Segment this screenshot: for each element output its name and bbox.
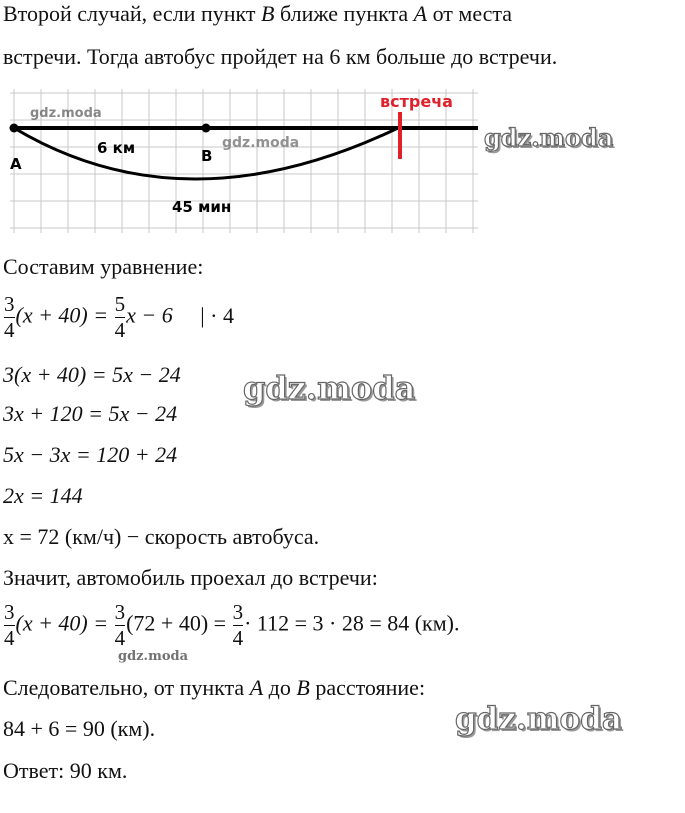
watermark-diagram-2: gdz.moda — [222, 135, 300, 151]
equation-4: 5x − 3x = 120 + 24 — [3, 442, 178, 467]
label-b: B — [201, 147, 213, 165]
point-b — [202, 124, 211, 133]
equation-1: $\frac{3}{4}$ (x + 40) = $\frac{5}{4}$ x − 6 | · 4 — [4, 292, 234, 342]
watermark-2: gdz.moda — [243, 369, 416, 407]
equation-5: 2x = 144 — [3, 483, 83, 508]
equation-6: x = 72 (км/ч) − скорость автобуса. — [3, 524, 320, 549]
label-a: A — [10, 155, 22, 173]
car-distance-calc: $\frac{3}{4}$ (x + 40) = $\frac{3}{4}$ (72 + 40) = $\frac{3}{4}$ · 112 = 3 · 28 = 84 (км). — [4, 600, 460, 650]
label-meet: встреча — [380, 92, 453, 111]
answer-line: Ответ: 90 км. — [3, 758, 128, 783]
intro-line-2: встречи. Тогда автобус пройдет на 6 км больше до встречи. — [3, 44, 558, 69]
therefore-line: Следовательно, от пункта A до B расстояние: — [3, 675, 426, 700]
car-distance-heading: Значит, автомобиль проехал до встречи: — [3, 565, 378, 590]
equation-2: 3(x + 40) = 5x − 24 — [3, 362, 181, 387]
watermark-small: gdz.moda — [118, 649, 189, 664]
sum-line: 84 + 6 = 90 (км). — [3, 716, 156, 741]
watermark-1: gdz.moda — [484, 123, 614, 152]
fraction-3-4: $\frac{3}{4}$ — [4, 292, 15, 342]
label-45min: 45 мин — [172, 198, 232, 216]
equation-3: 3x + 120 = 5x − 24 — [3, 401, 178, 426]
point-a — [10, 124, 19, 133]
intro-line-1: Второй случай, если пункт B ближе пункта A от места — [3, 1, 513, 26]
compose-heading: Составим уравнение: — [3, 254, 204, 279]
fraction-5-4: $\frac{5}{4}$ — [114, 292, 126, 342]
route-diagram — [0, 85, 685, 235]
label-6km: 6 км — [97, 139, 136, 157]
watermark-diagram-1: gdz.moda — [30, 106, 102, 121]
watermark-3: gdz.moda — [455, 701, 622, 737]
